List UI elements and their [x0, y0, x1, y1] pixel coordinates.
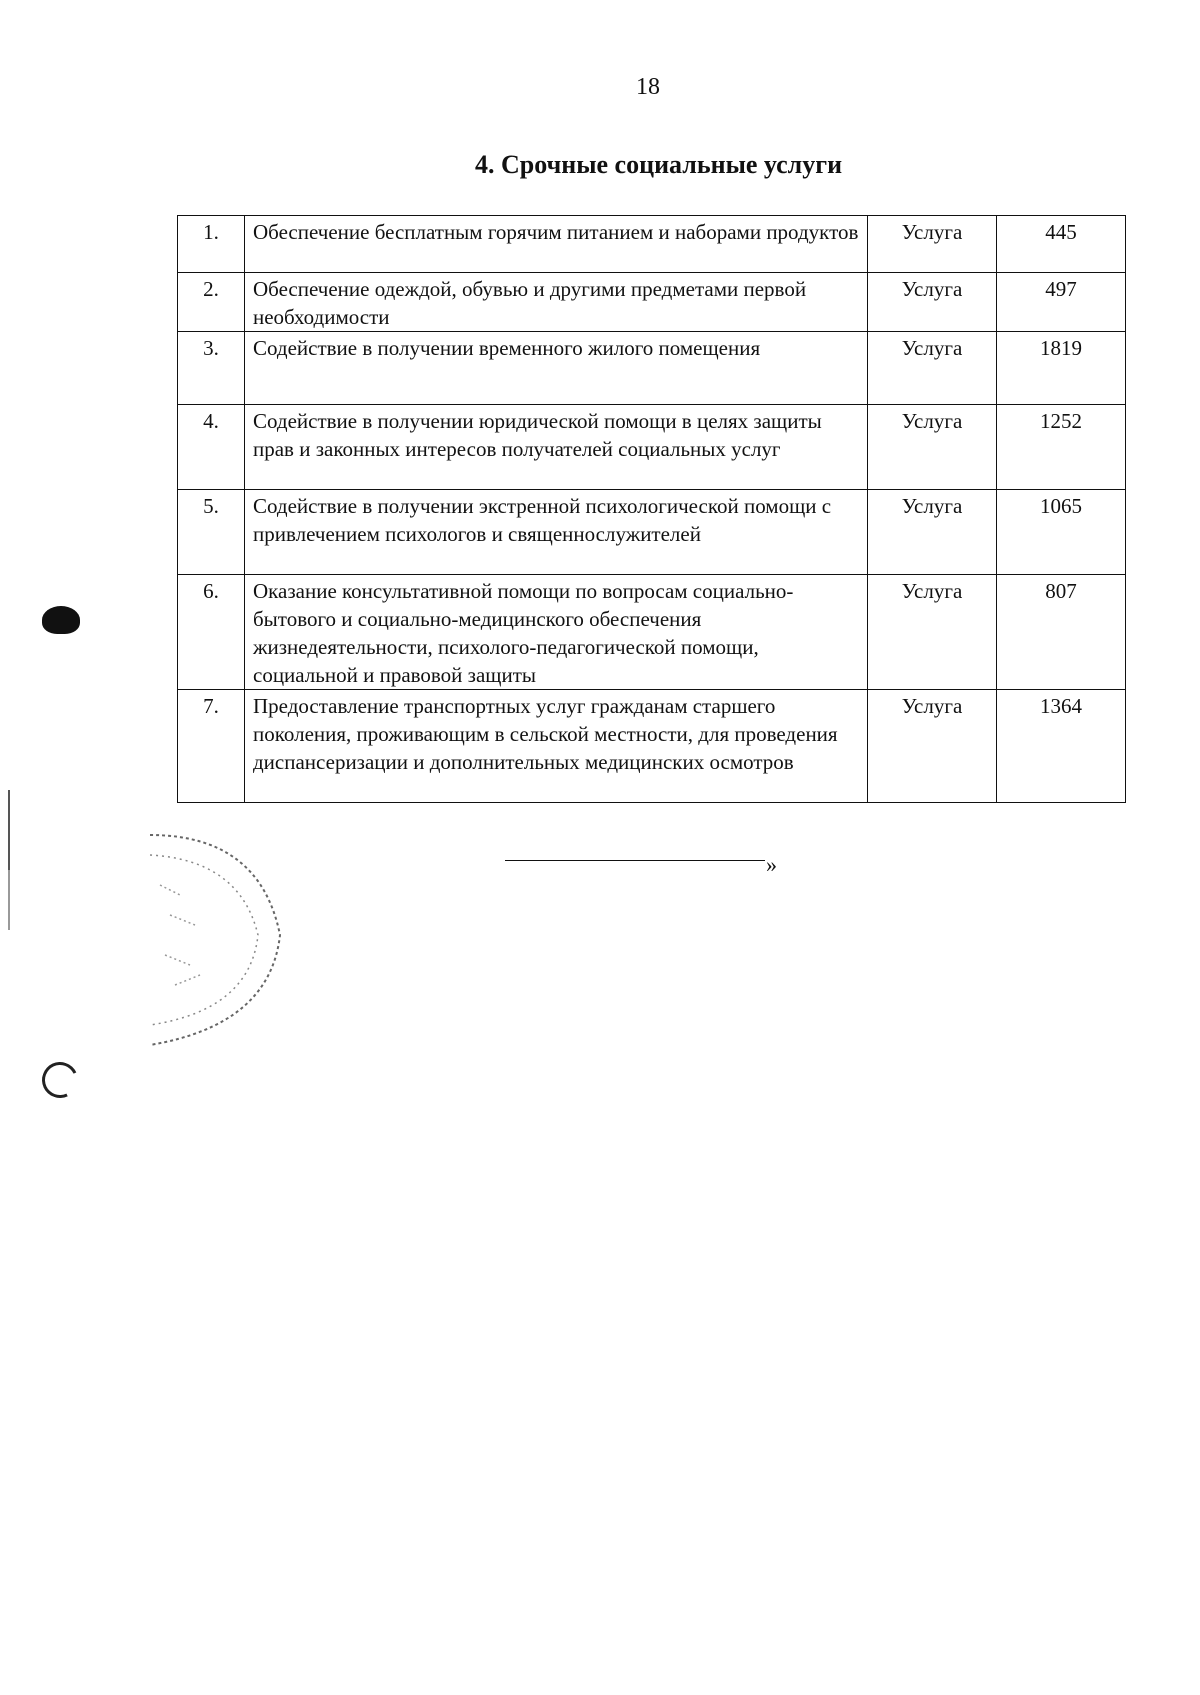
signature-line [505, 860, 765, 861]
margin-mark [8, 870, 10, 930]
services-table [177, 215, 1126, 803]
service-price: 445 [997, 216, 1126, 273]
service-unit: Услуга [868, 332, 997, 405]
service-price: 1252 [997, 405, 1126, 490]
service-unit: Услуга [868, 490, 997, 575]
page-number: 18 [636, 74, 660, 100]
row-number: 6. [178, 575, 245, 690]
table-row [178, 332, 1126, 405]
stamp-seal-icon [140, 825, 290, 1055]
service-unit: Услуга [868, 690, 997, 803]
row-number: 1. [178, 216, 245, 273]
service-price: 1819 [997, 332, 1126, 405]
service-name: Оказание консультативной помощи по вопросам социально-бытового и социально-медицинского обеспечения жизнедеятельности, психолого-педагогической помощи, социальной и правовой защиты [245, 575, 868, 690]
table-row [178, 490, 1126, 575]
service-unit: Услуга [868, 216, 997, 273]
punch-hole-icon [37, 1057, 83, 1103]
table-row [178, 216, 1126, 273]
row-number: 5. [178, 490, 245, 575]
service-name: Содействие в получении временного жилого помещения [245, 332, 868, 405]
service-price: 497 [997, 273, 1126, 332]
service-name: Содействие в получении экстренной психологической помощи с привлечением психологов и священнослужителей [245, 490, 868, 575]
punch-hole-icon [42, 606, 80, 634]
service-name: Содействие в получении юридической помощи в целях защиты прав и законных интересов получателей социальных услуг [245, 405, 868, 490]
service-price: 1065 [997, 490, 1126, 575]
table-row [178, 273, 1126, 332]
closing-quote: » [766, 852, 777, 877]
margin-mark [8, 790, 10, 870]
service-price: 1364 [997, 690, 1126, 803]
table-row [178, 575, 1126, 690]
table-row [178, 405, 1126, 490]
service-name: Обеспечение одеждой, обувью и другими предметами первой необходимости [245, 273, 868, 332]
section-title: 4. Срочные социальные услуги [475, 150, 843, 179]
row-number: 4. [178, 405, 245, 490]
service-unit: Услуга [868, 575, 997, 690]
service-unit: Услуга [868, 273, 997, 332]
service-price: 807 [997, 575, 1126, 690]
service-name: Обеспечение бесплатным горячим питанием и наборами продуктов [245, 216, 868, 273]
table-row [178, 690, 1126, 803]
service-name: Предоставление транспортных услуг гражданам старшего поколения, проживающим в сельской местности, для проведения диспансеризации и дополнительных медицинских осмотров [245, 690, 868, 803]
row-number: 7. [178, 690, 245, 803]
row-number: 3. [178, 332, 245, 405]
row-number: 2. [178, 273, 245, 332]
service-unit: Услуга [868, 405, 997, 490]
